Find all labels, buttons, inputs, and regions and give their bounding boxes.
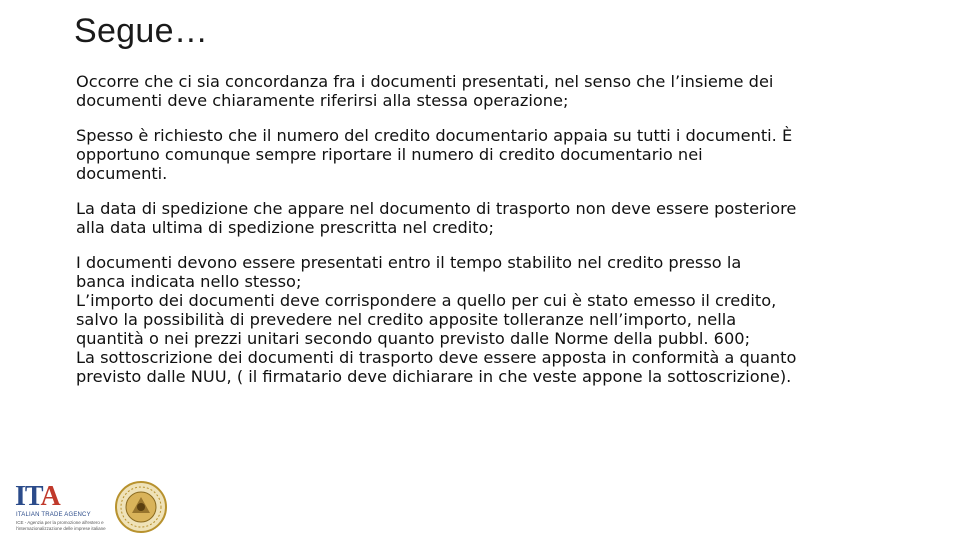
ita-logo-tagline: ICE - Agenzia per la promozione all'estero e l'internazionalizzazione delle imprese italiane	[16, 520, 106, 531]
text-line: alla data ultima di spedizione prescritta nel credito;	[76, 218, 494, 237]
text-line: banca indicata nello stesso;	[76, 272, 302, 291]
text-line: La data di spedizione che appare nel documento di trasporto non deve essere posteriore	[76, 199, 797, 218]
text-line: quantità o nei prezzi unitari secondo quanto previsto dalle Norme della pubbl. 600;	[76, 329, 751, 348]
slide-body	[76, 72, 896, 386]
text-line: opportuno comunque sempre riportare il numero di credito documentario nei	[76, 145, 703, 164]
paragraph-data-spedizione	[76, 199, 896, 237]
text-line: Occorre che ci sia concordanza fra i documenti presentati, nel senso che l’insieme dei	[76, 72, 774, 91]
text-line: previsto dalle NUU, ( il firmatario deve dichiarare in che veste appone la sottoscrizione).	[76, 367, 792, 386]
paragraph-presentazione	[76, 253, 896, 386]
text-line: documenti deve chiaramente riferirsi alla stessa operazione;	[76, 91, 569, 110]
text-line: salvo la possibilità di prevedere nel credito apposite tolleranze nell’importo, nella	[76, 310, 737, 329]
ita-logo	[12, 478, 112, 536]
slide-title: Segue…	[74, 12, 209, 50]
text-line: L’importo dei documenti deve corrispondere a quello per cui è stato emesso il credito,	[76, 291, 777, 310]
text-line: I documenti devono essere presentati entro il tempo stabilito nel credito presso la	[76, 253, 742, 272]
text-line: La sottoscrizione dei documenti di trasporto deve essere apposta in conformità a quanto	[76, 348, 797, 367]
footer-logos	[12, 478, 162, 536]
text-line: Spesso è richiesto che il numero del credito documentario appaia su tutti i documenti. È	[76, 126, 793, 145]
round-seal-emblem-icon	[114, 480, 168, 534]
paragraph-numero-credito	[76, 126, 896, 183]
paragraph-concordanza	[76, 72, 896, 110]
ita-logo-name: ITALIAN TRADE AGENCY	[16, 512, 91, 518]
text-line: documenti.	[76, 164, 168, 183]
ita-logo-mark: ITA	[15, 481, 60, 512]
